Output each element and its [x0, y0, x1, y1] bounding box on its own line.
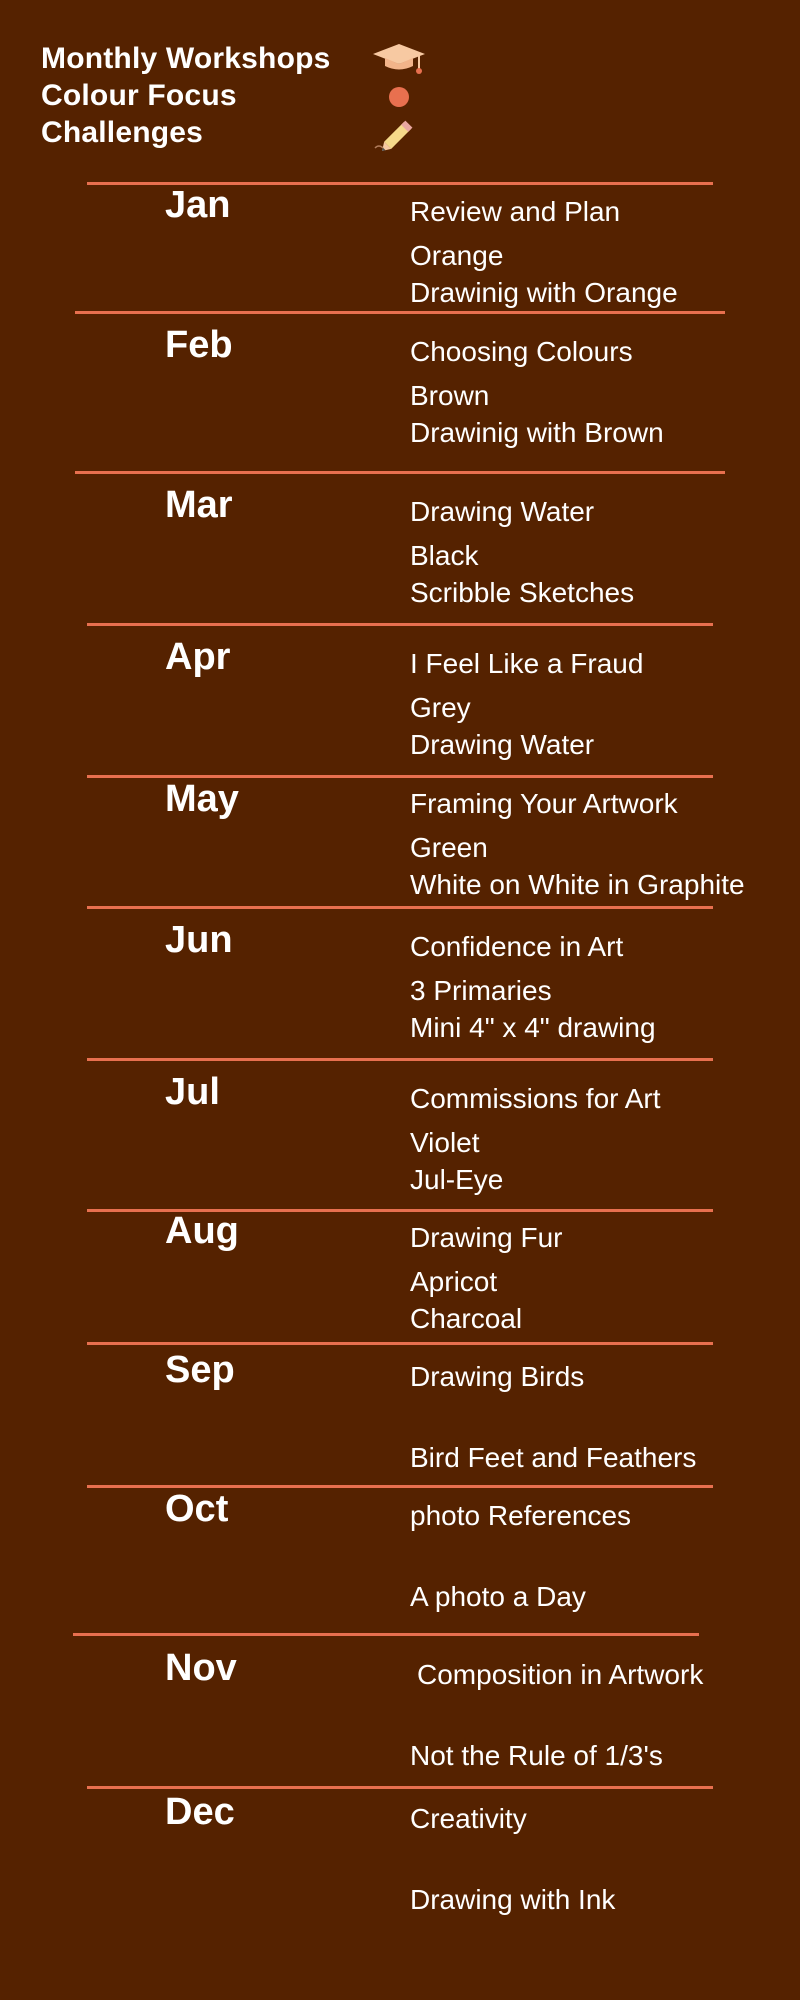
divider-jul-top: [87, 1058, 713, 1061]
workshop-aug: Drawing Fur: [410, 1222, 563, 1253]
month-aug: Aug: [165, 1210, 239, 1252]
challenge-jan: Drawinig with Orange: [410, 277, 678, 308]
colour-apr: Grey: [410, 692, 471, 723]
colour-aug: Apricot: [410, 1266, 498, 1297]
workshop-feb: Choosing Colours: [410, 336, 633, 367]
month-oct: Oct: [165, 1488, 229, 1530]
month-may: May: [165, 778, 239, 820]
legend-colour: [41, 77, 441, 114]
workshop-mar: Drawing Water: [410, 496, 595, 527]
divider-sep-top: [87, 1342, 713, 1345]
graduation-cap-icon: [371, 40, 427, 77]
month-mar: Mar: [165, 484, 233, 526]
colour-jul: Violet: [410, 1127, 480, 1158]
challenge-sep: Bird Feet and Feathers: [410, 1442, 697, 1473]
month-sep: Sep: [165, 1349, 235, 1391]
month-jul: Jul: [165, 1071, 220, 1113]
challenge-dec: Drawing with Ink: [410, 1884, 616, 1915]
pencil-icon: [371, 114, 427, 151]
month-dec: Dec: [165, 1791, 235, 1833]
month-jun: Jun: [165, 919, 233, 961]
challenge-mar: Scribble Sketches: [410, 577, 635, 608]
legend-challenges-label: Challenges: [41, 116, 204, 149]
workshop-nov: Composition in Artwork: [417, 1659, 704, 1690]
legend-colour-label: Colour Focus: [41, 79, 237, 112]
challenge-apr: Drawing Water: [410, 729, 595, 760]
challenge-jul: Jul-Eye: [410, 1164, 504, 1195]
workshop-jan: Review and Plan: [410, 196, 621, 227]
legend-workshops: [41, 40, 441, 77]
challenge-jun: Mini 4" x 4" drawing: [410, 1012, 656, 1043]
divider-mar-top: [75, 471, 725, 474]
challenge-nov: Not the Rule of 1/3's: [410, 1740, 663, 1771]
challenge-feb: Drawinig with Brown: [410, 417, 664, 448]
month-feb: Feb: [165, 324, 233, 366]
month-jan: Jan: [165, 184, 231, 226]
colour-feb: Brown: [410, 380, 490, 411]
legend-challenges: [41, 114, 441, 151]
challenge-may: White on White in Graphite: [410, 869, 745, 900]
workshop-jun: Confidence in Art: [410, 931, 624, 962]
workshop-may: Framing Your Artwork: [410, 788, 678, 819]
challenge-oct: A photo a Day: [410, 1581, 586, 1612]
workshop-sep: Drawing Birds: [410, 1361, 585, 1392]
workshop-jul: Commissions for Art: [410, 1083, 661, 1114]
workshop-oct: photo References: [410, 1500, 632, 1531]
divider-nov-top: [73, 1633, 699, 1636]
colour-mar: Black: [410, 540, 479, 571]
divider-dec-top: [87, 1786, 713, 1789]
divider-jun-top: [87, 906, 713, 909]
workshop-apr: I Feel Like a Fraud: [410, 648, 644, 679]
colour-jun: 3 Primaries: [410, 975, 552, 1006]
colour-jan: Orange: [410, 240, 504, 271]
month-nov: Nov: [165, 1647, 237, 1689]
divider-apr-top: [87, 623, 713, 626]
workshop-dec: Creativity: [410, 1803, 527, 1834]
month-apr: Apr: [165, 636, 231, 678]
divider-feb-top: [75, 311, 725, 314]
legend: [41, 40, 441, 151]
challenge-aug: Charcoal: [410, 1303, 523, 1334]
colour-may: Green: [410, 832, 488, 863]
legend-workshops-label: Monthly Workshops: [41, 42, 331, 75]
orange-dot-icon: [371, 77, 427, 114]
